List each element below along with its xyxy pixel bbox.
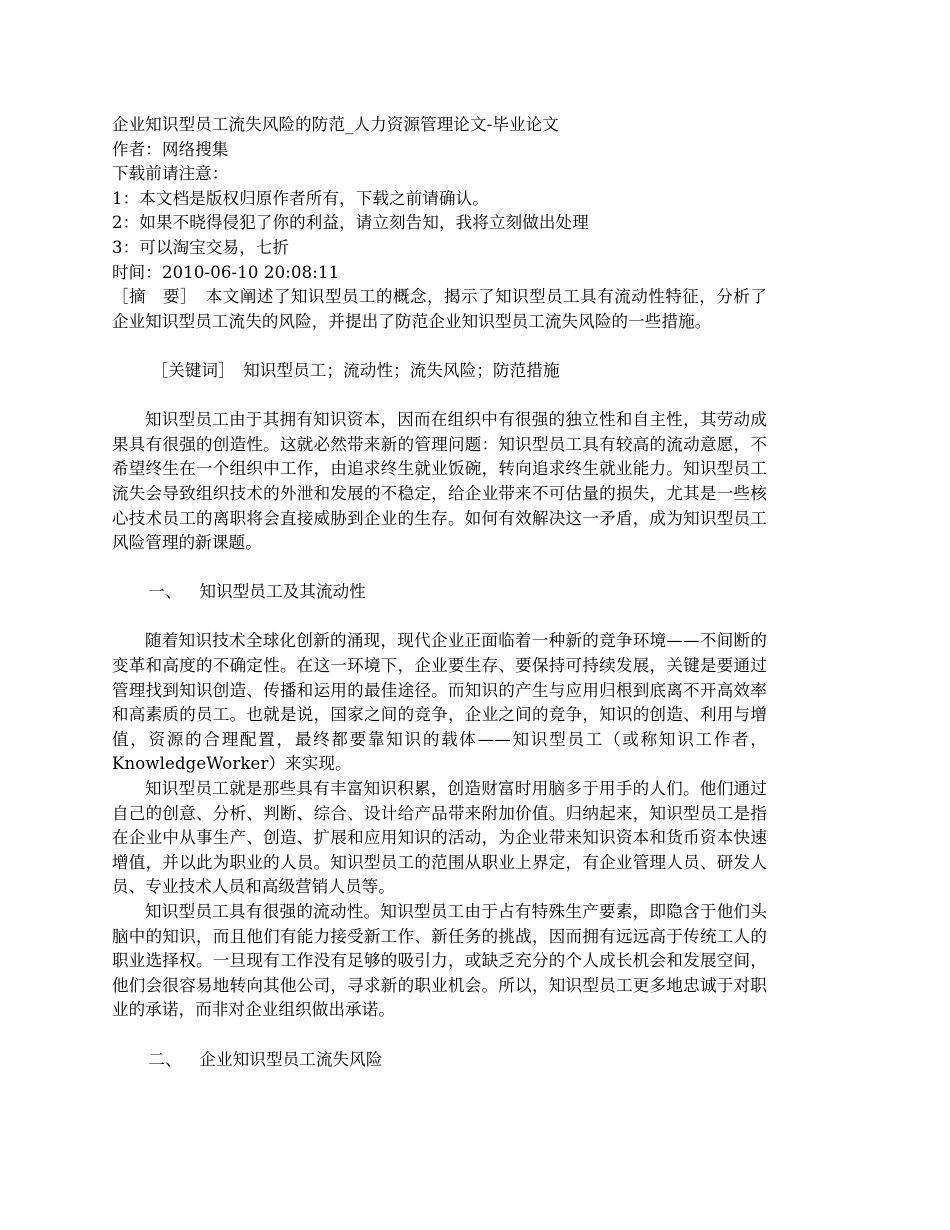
section-1-paragraph-1: 随着知识技术全球化创新的涌现，现代企业正面临着一种新的竞争环境——不间断的变革和高度的不确定性。在这一环境下，企业要生存、要保持可持续发展，关键是要通过管理找到知识创造、传播和运用的最佳途径。而知识的产生与应用归根到底离不开高效率和高素质的员工。也就是说，国家之间的竞争，企业之间的竞争，知识的创造、利用与增值，资源的合理配置，最终都要靠知识的载体——知识型员工（或称知识工作者，KnowledgeWorker）来实现。 xyxy=(112,631,767,774)
notice-heading: 下载前请注意： xyxy=(112,164,229,184)
section-2-title: 企业知识型员工流失风险 xyxy=(199,1049,383,1069)
section-2-number: 二、 xyxy=(148,1049,182,1069)
notice-item-2: 2：如果不晓得侵犯了你的利益，请立刻告知，我将立刻做出处理 xyxy=(112,213,589,233)
section-1-heading xyxy=(112,580,767,605)
author-line: 作者：网络搜集 xyxy=(112,139,229,159)
section-1-paragraph-2: 知识型员工就是那些具有丰富知识积累，创造财富时用脑多于用手的人们。他们通过自己的创意、分析、判断、综合、设计给产品带来附加价值。归纳起来，知识型员工是指在企业中从事生产、创造、扩展和应用知识的活动，为企业带来知识资本和货币资本快速增值，并以此为职业的人员。知识型员工的范围从职业上界定，有企业管理人员、研发人员、专业技术人员和高级营销人员等。 xyxy=(112,779,767,897)
timestamp-line: 时间：2010-06-10 20:08:11 xyxy=(112,262,340,282)
notice-item-1: 1：本文档是版权归原作者所有，下载之前请确认。 xyxy=(112,188,489,208)
keywords-line: ［关键词］ 知识型员工；流动性；流失风险；防范措施 xyxy=(151,360,560,380)
document-title: 企业知识型员工流失风险的防范_人力资源管理论文-毕业论文 xyxy=(112,115,560,134)
intro-paragraph: 知识型员工由于其拥有知识资本，因而在组织中有很强的独立性和自主性，其劳动成果具有很强的创造性。这就必然带来新的管理问题：知识型员工具有较高的流动意愿，不希望终生在一个组织中工作，由追求终生就业饭碗，转向追求终生就业能力。知识型员工流失会导致组织技术的外泄和发展的不稳定，给企业带来不可估量的损失，尤其是一些核心技术员工的离职将会直接威胁到企业的生存。如何有效解决这一矛盾，成为知识型员工风险管理的新课题。 xyxy=(112,410,767,553)
section-1-number: 一、 xyxy=(148,582,182,602)
document-page xyxy=(112,113,767,1072)
section-1-paragraph-3: 知识型员工具有很强的流动性。知识型员工由于占有特殊生产要素，即隐含于他们头脑中的知识，而且他们有能力接受新工作、新任务的挑战，因而拥有远远高于传统工人的职业选择权。一旦现有工作没有足够的吸引力，或缺乏充分的个人成长机会和发展空间，他们会很容易地转向其他公司，寻求新的职业机会。所以，知识型员工更多地忠诚于对职业的承诺，而非对企业组织做出承诺。 xyxy=(112,902,767,1020)
section-2-heading xyxy=(112,1048,767,1073)
notice-item-3: 3：可以淘宝交易，七折 xyxy=(112,237,290,257)
abstract-paragraph: ［摘 要］ 本文阐述了知识型员工的概念，揭示了知识型员工具有流动性特征，分析了企业知识型员工流失的风险，并提出了防范企业知识型员工流失风险的一些措施。 xyxy=(112,287,767,331)
section-1-title: 知识型员工及其流动性 xyxy=(199,582,366,602)
